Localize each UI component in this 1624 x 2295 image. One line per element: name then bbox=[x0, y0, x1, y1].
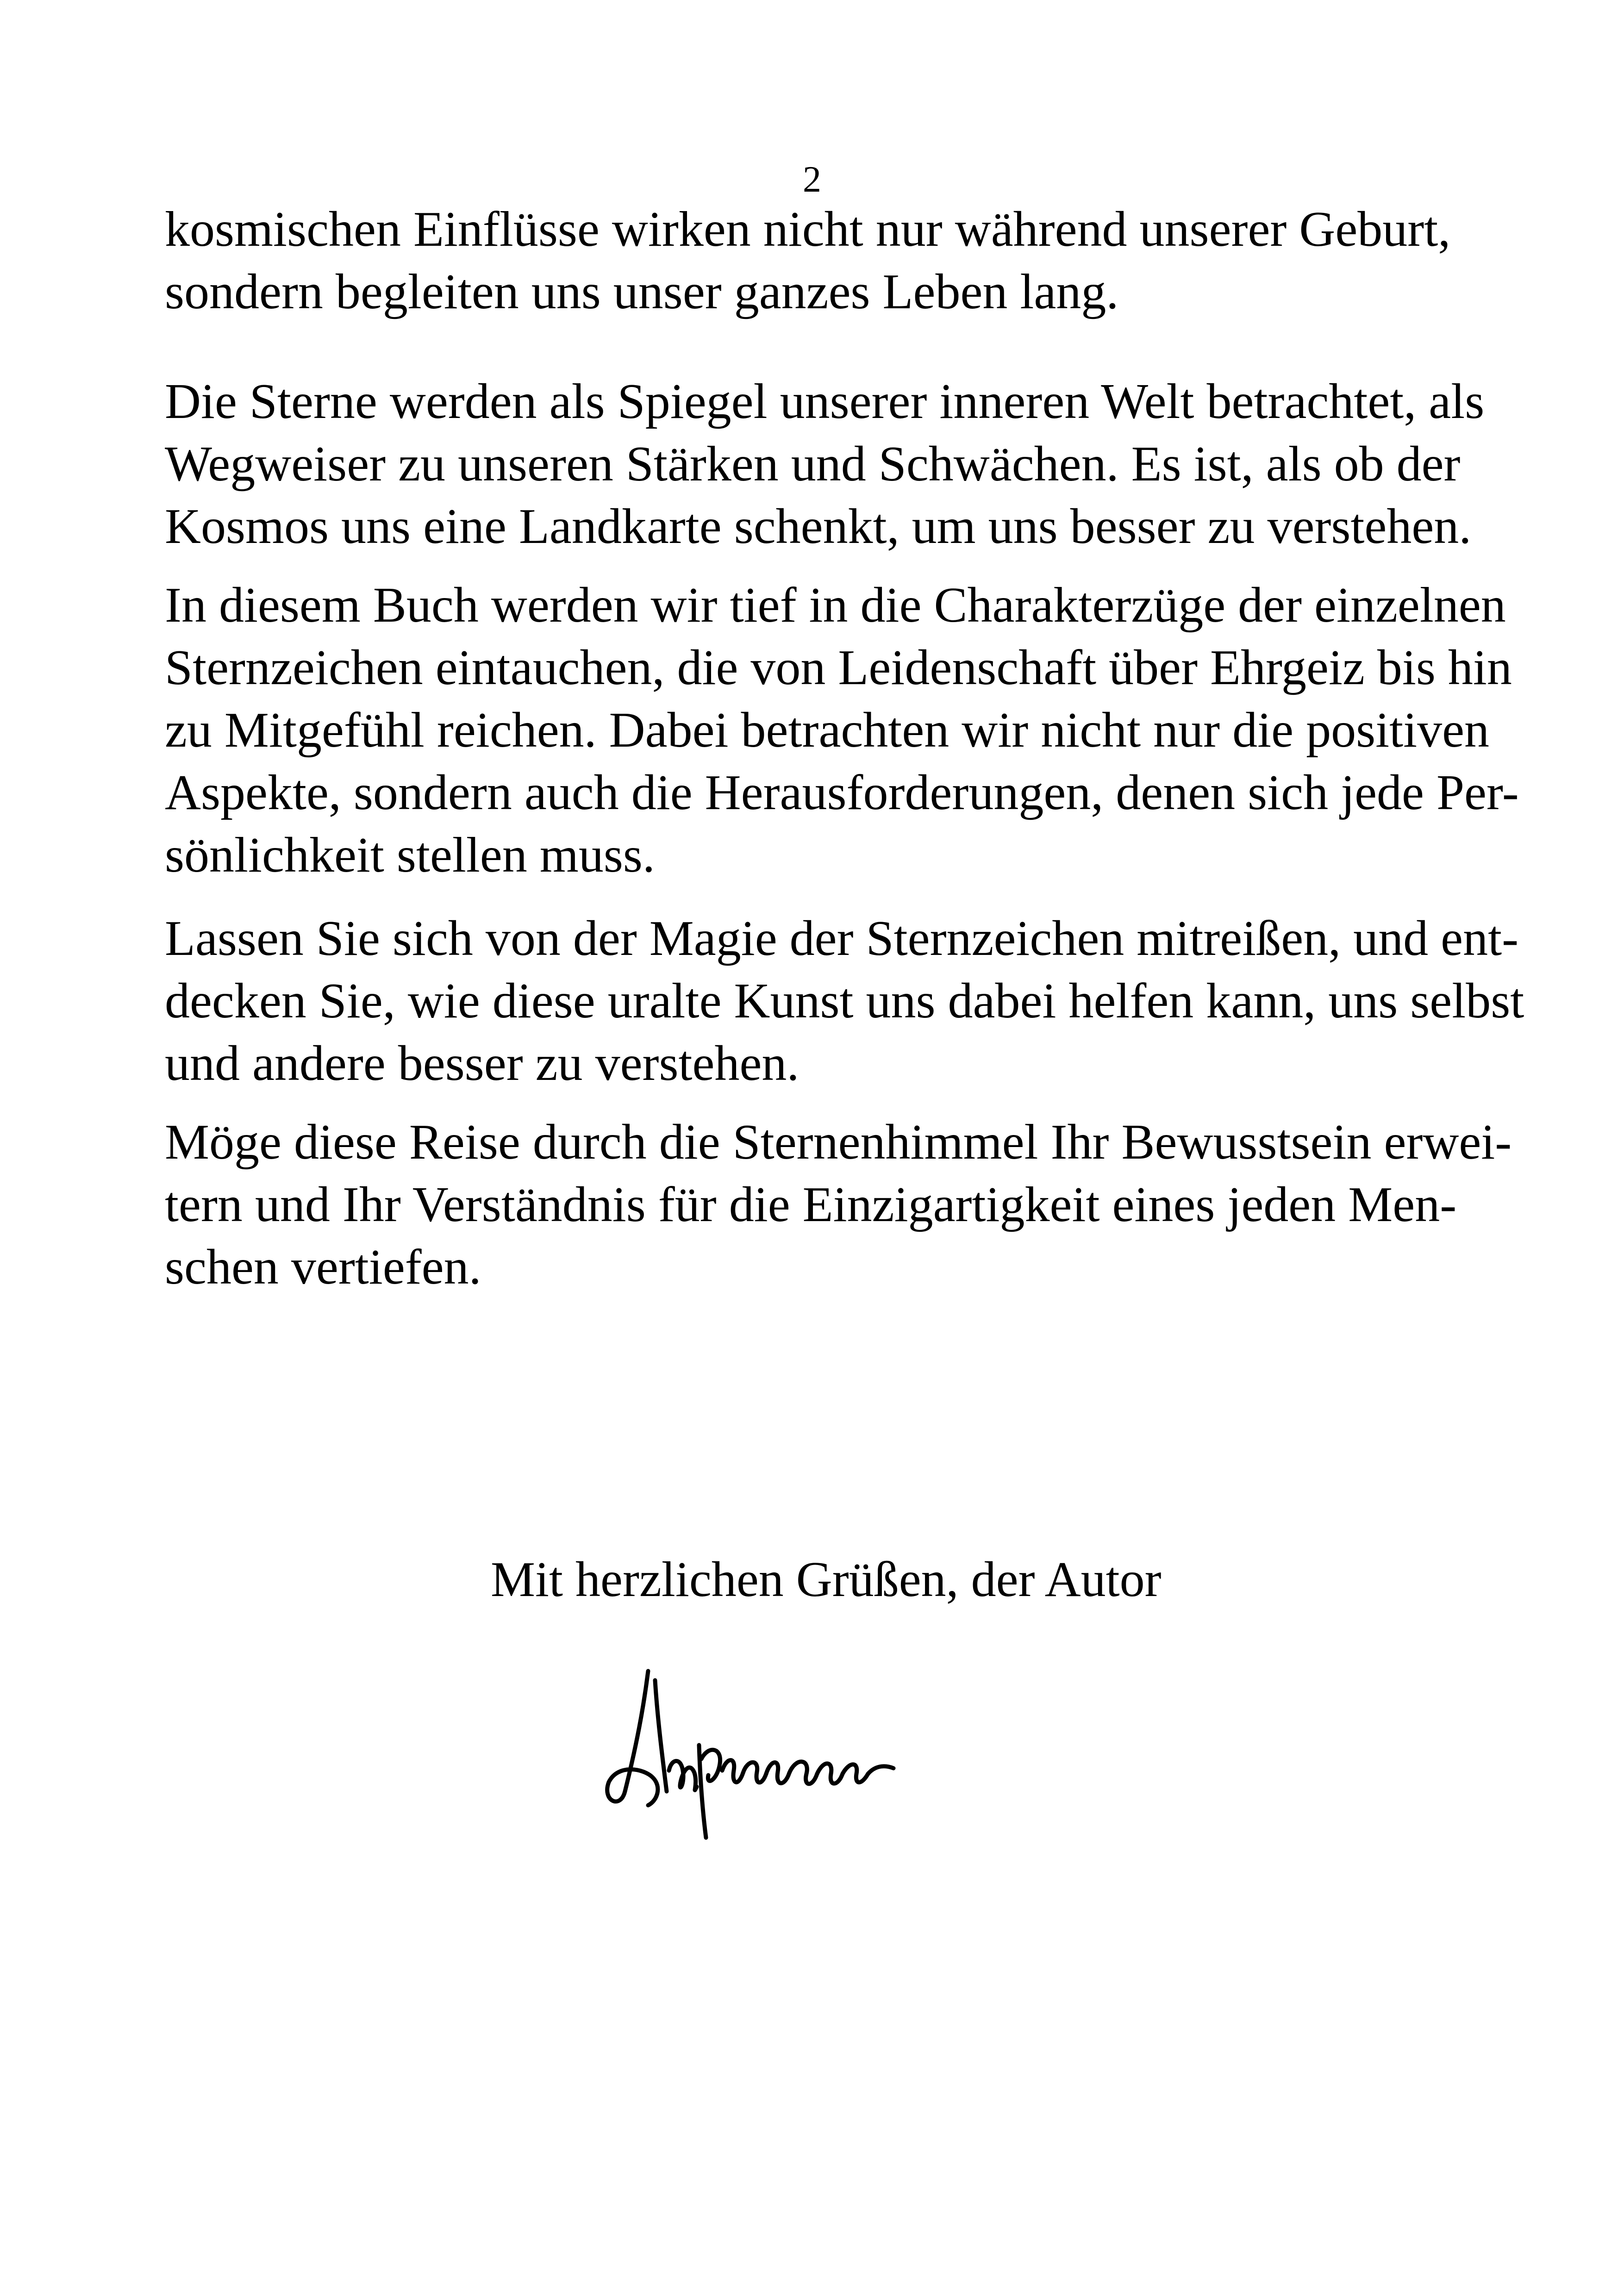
closing-greeting: Mit herzlichen Grüßen, der Autor bbox=[491, 1552, 1162, 1607]
paragraph-line: tern und Ihr Verständnis für die Einzigartigkeit eines jeden Men- bbox=[165, 1177, 1457, 1232]
paragraph-1 bbox=[165, 198, 1450, 323]
paragraph-line: Aspekte, sondern auch die Herausforderungen, denen sich jede Per- bbox=[165, 765, 1519, 820]
page-number: 2 bbox=[803, 159, 821, 200]
paragraph-2 bbox=[165, 370, 1484, 558]
signature bbox=[593, 1653, 944, 1847]
paragraph-line: In diesem Buch werden wir tief in die Charakterzüge der einzelnen bbox=[165, 578, 1506, 633]
paragraph-line: kosmischen Einflüsse wirken nicht nur während unserer Geburt, bbox=[165, 202, 1451, 257]
paragraph-5 bbox=[165, 1111, 1512, 1298]
paragraph-4 bbox=[165, 907, 1524, 1095]
paragraph-line: Möge diese Reise durch die Sternenhimmel Ihr Bewusstsein erwei- bbox=[165, 1115, 1512, 1170]
paragraph-line: Die Sterne werden als Spiegel unserer inneren Welt betrachtet, als bbox=[165, 374, 1485, 429]
paragraph-line: Kosmos uns eine Landkarte schenkt, um uns besser zu verstehen. bbox=[165, 499, 1472, 554]
paragraph-line: und andere besser zu verstehen. bbox=[165, 1036, 800, 1091]
paragraph-line: sondern begleiten uns unser ganzes Leben lang. bbox=[165, 264, 1119, 319]
paragraph-line: sönlichkeit stellen muss. bbox=[165, 828, 655, 883]
paragraph-line: decken Sie, wie diese uralte Kunst uns dabei helfen kann, uns selbst bbox=[165, 973, 1524, 1029]
paragraph-line: Sternzeichen eintauchen, die von Leidenschaft über Ehrgeiz bis hin bbox=[165, 640, 1512, 695]
paragraph-line: zu Mitgefühl reichen. Dabei betrachten wir nicht nur die positiven bbox=[165, 703, 1490, 758]
paragraph-line: schen vertiefen. bbox=[165, 1240, 481, 1295]
paragraph-line: Lassen Sie sich von der Magie der Sternzeichen mitreißen, und ent- bbox=[165, 911, 1519, 966]
paragraph-3 bbox=[165, 574, 1519, 886]
paragraph-line: Wegweiser zu unseren Stärken und Schwächen. Es ist, als ob der bbox=[165, 437, 1461, 492]
